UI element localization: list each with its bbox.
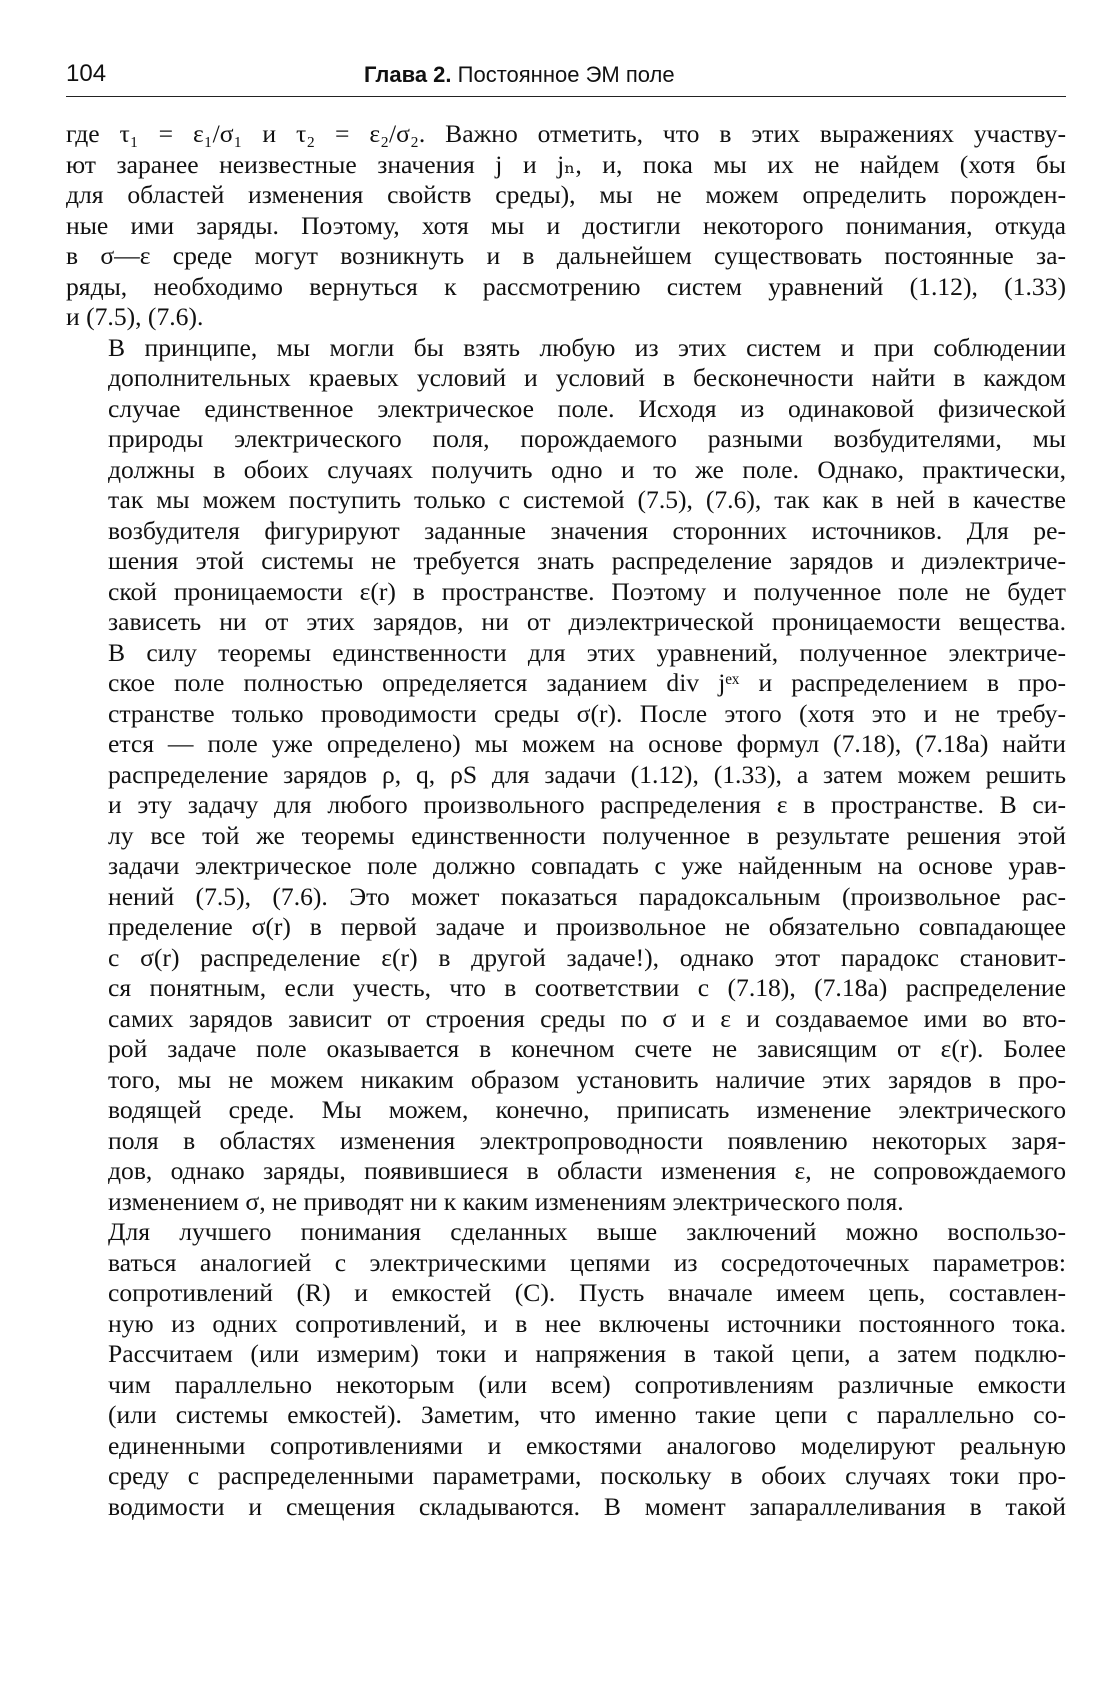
text-line: ную из одних сопротивлений, и в нее включены источники постоянного тока.	[108, 1308, 1066, 1338]
text-line: странстве только проводимости среды σ(r). После этого (хотя это и не требу-	[108, 698, 1066, 728]
text-line: изменением σ, не приводят ни к каким изменениям электрического поля.	[108, 1186, 904, 1216]
book-page	[66, 58, 1066, 1522]
text-line: ся понятным, если учесть, что в соответствии с (7.18), (7.18a) распределение	[108, 973, 1066, 1002]
text-line: где τ₁ = ε₁/σ₁ и τ₂ = ε₂/σ₂. Важно отметить, что в этих выражениях участву-	[66, 119, 1066, 148]
text-line: В силу теоремы единственности для этих уравнений, полученное электриче-	[108, 637, 1066, 667]
chapter-title: Постоянное ЭМ поле	[457, 62, 675, 87]
text-line: того, мы не можем никаким образом установить наличие этих зарядов в про-	[108, 1064, 1066, 1094]
text-line: так мы можем поступить только с системой (7.5), (7.6), так как в ней в качестве	[108, 485, 1066, 514]
text-line: Рассчитаем (или измерим) токи и напряжения в такой цепи, а затем подклю-	[108, 1339, 1066, 1368]
text-line: нений (7.5), (7.6). Это может показаться парадоксальным (произвольное рас-	[108, 881, 1066, 911]
paragraph-1	[66, 119, 1066, 333]
paragraph-2	[66, 333, 1066, 1218]
text-line: рой задаче поле оказывается в конечном счете не зависящим от ε(r). Более	[108, 1034, 1066, 1063]
text-line: ской проницаемости ε(r) в пространстве. Поэтому и полученное поле не будет	[108, 576, 1066, 606]
text-line: случае единственное электрическое поле. Исходя из одинаковой физической	[108, 393, 1066, 423]
text-line: В принципе, мы могли бы взять любую из этих систем и при соблюдении	[108, 332, 1066, 362]
chapter-label: Глава 2.	[364, 62, 452, 87]
text-line: самих зарядов зависит от строения среды по σ и ε и создаваемое ими во вто-	[108, 1003, 1066, 1033]
paragraph-3	[66, 1217, 1066, 1522]
text-line: ваться аналогией с электрическими цепями из сосредоточечных параметров:	[108, 1247, 1066, 1277]
text-line: единенными сопротивлениями и емкостями аналогово моделируют реальную	[108, 1430, 1066, 1460]
text-line: возбудителя фигурируют заданные значения сторонних источников. Для ре-	[108, 515, 1066, 545]
text-line: Для лучшего понимания сделанных выше заключений можно воспользо-	[108, 1217, 1066, 1246]
text-line: водимости и смещения складываются. В момент запараллеливания в такой	[108, 1491, 1066, 1521]
page-header	[66, 58, 1066, 97]
text-line: (или системы емкостей). Заметим, что именно такие цепи с параллельно со-	[108, 1400, 1066, 1429]
text-line: распределение зарядов ρ, q, ρS для задачи (1.12), (1.33), а затем можем решить	[108, 759, 1066, 789]
text-line: ют заранее неизвестные значения j и jₙ, и, пока мы их не найдем (хотя бы	[66, 149, 1066, 179]
text-line: дов, однако заряды, появившиеся в области изменения ε, не сопровождаемого	[108, 1156, 1066, 1185]
text-line: пределение σ(r) в первой задаче и произвольное не обязательно совпадающее	[108, 912, 1066, 941]
text-line: задачи электрическое поле должно совпадать с уже найденным на основе урав-	[108, 851, 1066, 880]
body-text	[66, 119, 1066, 1522]
text-line: в σ—ε среде могут возникнуть и в дальнейшем существовать постоянные за-	[66, 241, 1066, 270]
text-line: ные ими заряды. Поэтому, хотя мы и достигли некоторого понимания, откуда	[66, 210, 1066, 240]
text-line: ряды, необходимо вернуться к рассмотрению систем уравнений (1.12), (1.33)	[66, 271, 1066, 301]
text-line: лу все той же теоремы единственности полученное в результате решения этой	[108, 820, 1066, 850]
page-number: 104	[66, 60, 107, 87]
text-line: сопротивлений (R) и емкостей (C). Пусть вначале имеем цепь, составлен-	[108, 1278, 1066, 1307]
text-line: поля в областях изменения электропроводности появлению некоторых заря-	[108, 1125, 1066, 1155]
text-line: зависеть ни от этих зарядов, ни от диэлектрической проницаемости вещества.	[108, 607, 1066, 636]
text-line: дополнительных краевых условий и условий в бесконечности найти в каждом	[108, 363, 1066, 392]
text-line: водящей среде. Мы можем, конечно, приписать изменение электрического	[108, 1095, 1066, 1124]
text-line: чим параллельно некоторым (или всем) сопротивлениям различные емкости	[108, 1369, 1066, 1399]
text-line: ское поле полностью определяется заданием div jᵉˣ и распределением в про-	[108, 668, 1066, 697]
running-head	[364, 62, 675, 88]
text-line: и (7.5), (7.6).	[66, 302, 204, 331]
text-line: среду с распределенными параметрами, поскольку в обоих случаях токи про-	[108, 1461, 1066, 1490]
text-line: и эту задачу для любого произвольного распределения ε в пространстве. В си-	[108, 790, 1066, 819]
text-line: для областей изменения свойств среды), мы не можем определить порожден-	[66, 180, 1066, 209]
text-line: природы электрического поля, порождаемого разными возбудителями, мы	[108, 424, 1066, 453]
text-line: шения этой системы не требуется знать распределение зарядов и диэлектриче-	[108, 546, 1066, 575]
text-line: с σ(r) распределение ε(r) в другой задаче!), однако этот парадокс становит-	[108, 942, 1066, 972]
text-line: должны в обоих случаях получить одно и то же поле. Однако, практически,	[108, 454, 1066, 484]
text-line: ется — поле уже определено) мы можем на основе формул (7.18), (7.18a) найти	[108, 729, 1066, 758]
